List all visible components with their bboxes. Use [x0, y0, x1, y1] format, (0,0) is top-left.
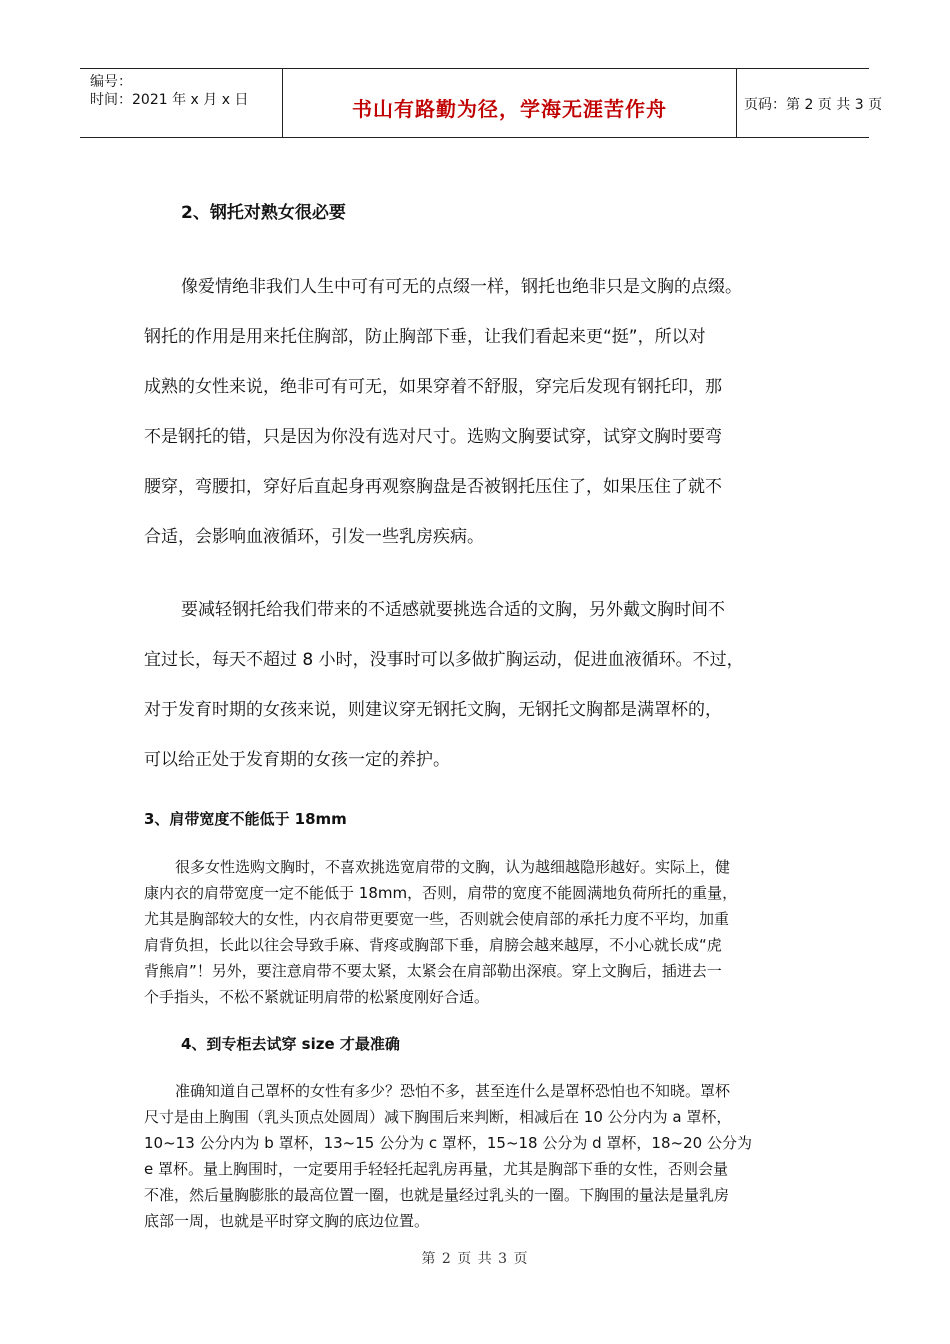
section-3-heading: 3、肩带宽度不能低于 18mm — [144, 810, 347, 828]
section-4-heading: 4、到专柜去试穿 size 才最准确 — [181, 1035, 400, 1053]
paragraph-line: 准确知道自己罩杯的女性有多少？恐怕不多，甚至连什么是罩杯恐怕也不知晓。罩杯 — [175, 1082, 731, 1100]
document-time-label: 时间：2021 年 x 月 x 日 — [90, 92, 249, 108]
page-footer: 第 2 页 共 3 页 — [421, 1251, 529, 1267]
paragraph-line: 不是钢托的错，只是因为你没有选对尺寸。选购文胸要试穿，试穿文胸时要弯 — [144, 427, 722, 447]
paragraph-line: 合适，会影响血液循环，引发一些乳房疾病。 — [144, 527, 484, 547]
header-motto-cell — [282, 69, 737, 137]
paragraph-line: 像爱情绝非我们人生中可有可无的点缀一样，钢托也绝非只是文胸的点缀。 — [181, 277, 742, 297]
paragraph-line: 很多女性选购文胸时，不喜欢挑选宽肩带的文胸，认为越细越隐形越好。实际上，健 — [175, 858, 731, 876]
paragraph-line: 背熊肩”！另外，要注意肩带不要太紧，太紧会在肩部勒出深痕。穿上文胸后，插进去一 — [144, 962, 722, 980]
header-motto: 书山有路勤为径，学海无涯苦作舟 — [352, 97, 667, 121]
paragraph-line: 腰穿，弯腰扣，穿好后直起身再观察胸盘是否被钢托压住了，如果压住了就不 — [144, 477, 722, 497]
paragraph-line: 底部一周，也就是平时穿文胸的底边位置。 — [144, 1212, 430, 1230]
paragraph-line: 尺寸是由上胸围（乳头顶点处圆周）减下胸围后来判断，相减后在 10 公分内为 a 罩杯， — [144, 1108, 732, 1126]
section-2-heading: 2、钢托对熟女很必要 — [181, 203, 346, 223]
paragraph-line: e 罩杯。量上胸围时，一定要用手轻轻托起乳房再量，尤其是胸部下垂的女性，否则会量 — [144, 1160, 729, 1178]
paragraph-line: 要减轻钢托给我们带来的不适感就要挑选合适的文胸，另外戴文胸时间不 — [181, 600, 725, 620]
paragraph-line: 钢托的作用是用来托住胸部，防止胸部下垂，让我们看起来更“挺”，所以对 — [144, 327, 706, 347]
header-page-cell — [736, 69, 883, 137]
paragraph-line: 康内衣的肩带宽度一定不能低于 18mm，否则，肩带的宽度不能圆满地负荷所托的重量， — [144, 884, 738, 902]
paragraph-line: 10~13 公分内为 b 罩杯，13~15 公分为 c 罩杯，15~18 公分为 d 罩杯，18~20 公分为 — [144, 1134, 752, 1152]
paragraph-line: 可以给正处于发育期的女孩一定的养护。 — [144, 750, 450, 770]
paragraph-line: 成熟的女性来说，绝非可有可无，如果穿着不舒服，穿完后发现有钢托印，那 — [144, 377, 722, 397]
paragraph-line: 个手指头，不松不紧就证明肩带的松紧度刚好合适。 — [144, 988, 490, 1006]
header-table — [80, 68, 883, 138]
paragraph-line: 肩背负担，长此以往会导致手麻、背疼或胸部下垂，肩膀会越来越厚，不小心就长成“虎 — [144, 936, 722, 954]
paragraph-line: 尤其是胸部较大的女性，内衣肩带更要宽一些，否则就会使肩部的承托力度不平均，加重 — [144, 910, 730, 928]
paragraph-line: 不准，然后量胸膨胀的最高位置一圈，也就是量经过乳头的一圈。下胸围的量法是量乳房 — [144, 1186, 730, 1204]
paragraph-line: 宜过长，每天不超过 8 小时，没事时可以多做扩胸运动，促进血液循环。不过， — [144, 650, 744, 670]
header-page-info: 页码：第 2 页 共 3 页 — [744, 97, 883, 113]
header-meta-cell — [80, 69, 282, 137]
paragraph-line: 对于发育时期的女孩来说，则建议穿无钢托文胸，无钢托文胸都是满罩杯的， — [144, 700, 722, 720]
document-number-label: 编号： — [90, 74, 132, 90]
